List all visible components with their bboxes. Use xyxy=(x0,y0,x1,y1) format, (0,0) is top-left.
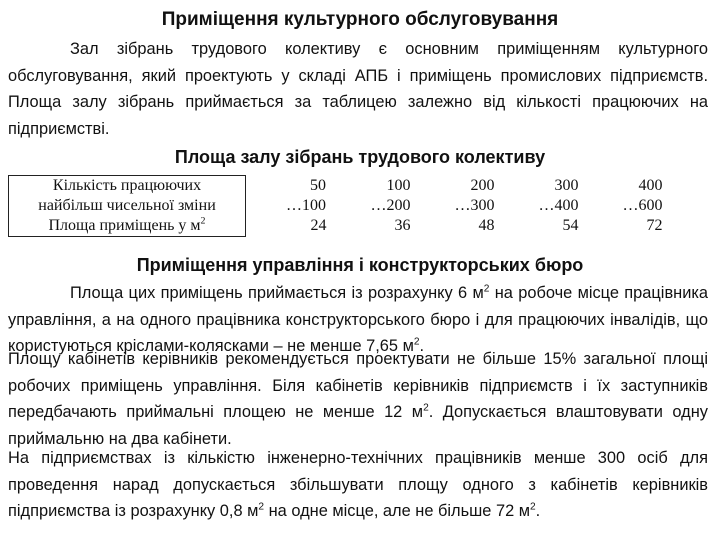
paragraph-text: Площу кабінетів керівників рекомендується проектувати не більше 15% загальної площі робочих приміщень управління. Біля кабінетів керівників підприємств і їх заступників передбачають приймальні площею не менше 12 м xyxy=(8,350,708,421)
range-to-cell: …400 xyxy=(538,197,579,214)
header-cell-area xyxy=(9,216,246,237)
range-to-cell: …600 xyxy=(622,197,663,214)
header-cell-staff-count-1: Кількість працюючих xyxy=(9,176,246,197)
range-to-cell: …200 xyxy=(370,197,411,214)
paragraph-text: . xyxy=(419,337,425,355)
paragraph-executive-offices xyxy=(8,346,708,452)
range-from-cell: 400 xyxy=(638,176,663,194)
paragraph-text: . xyxy=(535,502,541,520)
range-from-cell: 50 xyxy=(310,176,326,194)
paragraph-text: Площа цих приміщень приймається із розрахунку 6 м xyxy=(70,284,484,302)
hall-area-table xyxy=(8,175,667,237)
paragraph-text: . Допускається влаштовувати одну приймальню на два кабінети. xyxy=(8,403,708,448)
area-label-text: Площа приміщень у м xyxy=(48,217,201,234)
range-to-cell: …300 xyxy=(454,197,495,214)
superscript: 2 xyxy=(483,283,490,295)
paragraph-assembly-hall: Зал зібрань трудового колективу є основним приміщенням культурного обслуговування, який проектують у складі АПБ і приміщень промислових підприємств. Площа залу зібрань приймається за таблицею залежно від кількості працюючих на підприємстві. xyxy=(8,40,708,138)
range-from-cell: 100 xyxy=(386,176,411,194)
area-cell: 48 xyxy=(478,217,495,234)
range-from-cell: 300 xyxy=(554,176,579,194)
area-cell: 54 xyxy=(562,217,579,234)
section-title-management: Приміщення управління і конструкторських бюро xyxy=(136,255,584,275)
table-row xyxy=(9,216,667,237)
paragraph-text: на робоче місце працівника управління, а на одного працівника конструкторського бюро і для працюючих інвалідів, що користуються кріслами-колясками – не менше 7,65 м xyxy=(8,284,709,355)
section-title-cultural-services: Приміщення культурного обслуговування xyxy=(161,9,559,30)
table-row xyxy=(9,176,667,197)
area-label-sup: 2 xyxy=(200,215,206,227)
area-cell: 72 xyxy=(646,217,663,234)
superscript: 2 xyxy=(423,402,429,414)
area-cell: 36 xyxy=(394,217,411,234)
header-cell-staff-count-2: найбільш чисельної зміни xyxy=(9,196,246,216)
area-cell: 24 xyxy=(310,217,327,234)
paragraph-text: На підприємствах із кількістю інженерно-технічних працівників менше 300 осіб для проведення нарад допускається збільшувати площу одного з кабінетів керівників підприємства із розрахунку 0,8 м xyxy=(8,449,708,520)
superscript: 2 xyxy=(413,336,420,348)
paragraph-text: на одне місце, але не більше 72 м xyxy=(264,502,531,520)
paragraph-meeting-rooms xyxy=(8,445,708,525)
superscript: 2 xyxy=(258,501,265,513)
range-from-cell: 200 xyxy=(470,176,495,194)
table-title: Площа залу зібрань трудового колективу xyxy=(174,147,546,167)
range-to-cell: …100 xyxy=(286,197,326,214)
table-row xyxy=(9,196,667,216)
superscript: 2 xyxy=(530,501,536,513)
